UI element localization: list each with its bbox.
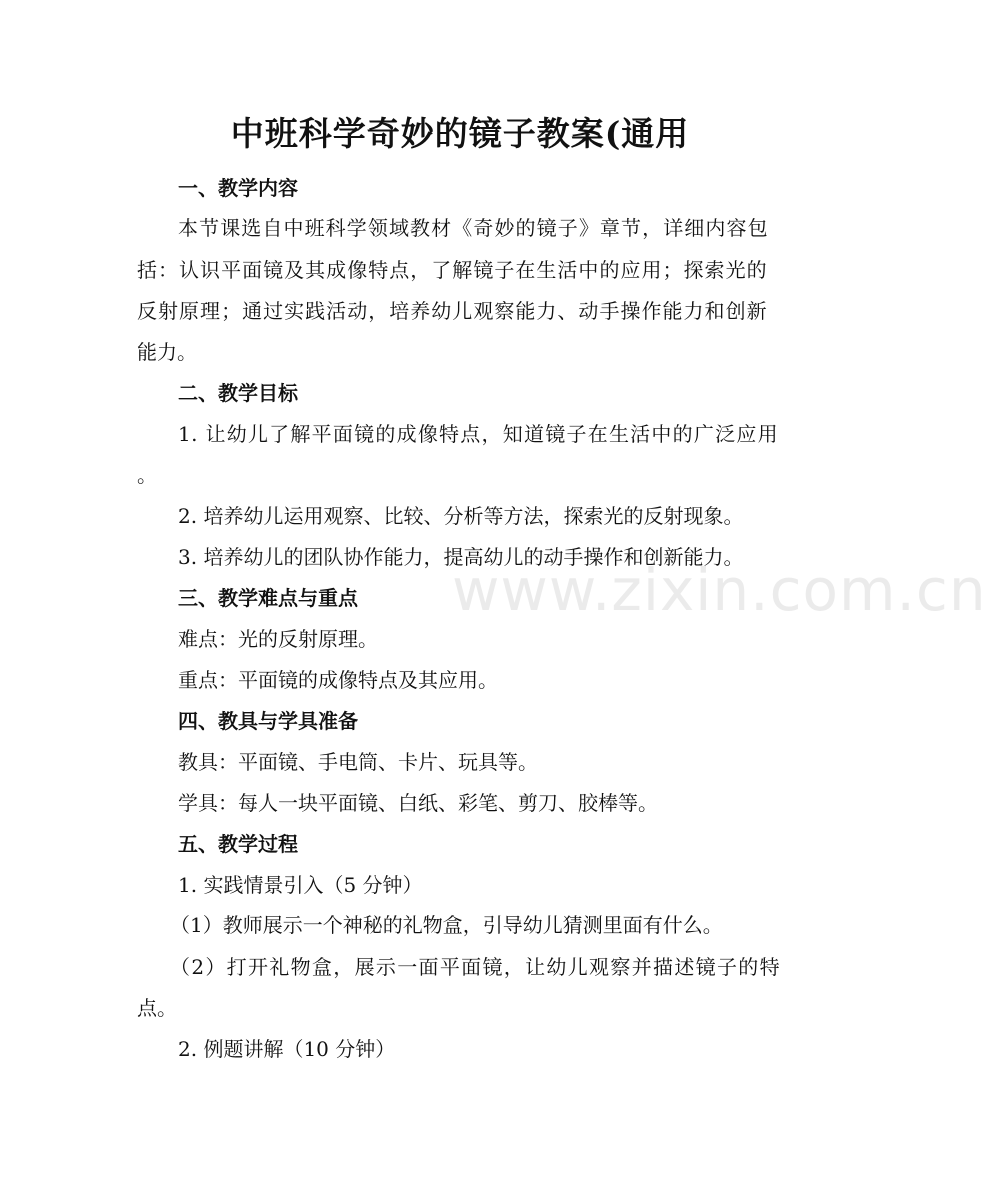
paragraph-line: 本节课选自中班科学领域教材《奇妙的镜子》章节，详细内容包 (178, 216, 768, 240)
watermark: www.zixin.com.cn (452, 556, 987, 624)
process-substep: （2）打开礼物盒，展示一面平面镜，让幼儿观察并描述镜子的特 (170, 955, 780, 979)
section-heading-teaching-content: 一、教学内容 (178, 176, 298, 200)
goal-item: 3. 培养幼儿的团队协作能力，提高幼儿的动手操作和创新能力。 (178, 545, 744, 569)
goal-item-continuation: 。 (137, 463, 157, 487)
student-tools-text: 学具：每人一块平面镜、白纸、彩笔、剪刀、胶棒等。 (178, 791, 658, 815)
section-heading-materials: 四、教具与学具准备 (178, 709, 358, 733)
paragraph-line: 反射原理；通过实践活动，培养幼儿观察能力、动手操作能力和创新 (137, 299, 767, 323)
section-heading-teaching-goals: 二、教学目标 (178, 381, 298, 405)
key-point-text: 重点：平面镜的成像特点及其应用。 (178, 668, 498, 692)
section-heading-difficulties: 三、教学难点与重点 (178, 586, 358, 610)
goal-item: 2. 培养幼儿运用观察、比较、分析等方法，探索光的反射现象。 (178, 504, 744, 528)
process-step: 1. 实践情景引入（5 分钟） (178, 873, 423, 897)
goal-item: 1. 让幼儿了解平面镜的成像特点，知道镜子在生活中的广泛应用 (178, 422, 778, 446)
section-heading-process: 五、教学过程 (178, 832, 298, 856)
difficulty-text: 难点：光的反射原理。 (178, 627, 378, 651)
process-substep: （1）教师展示一个神秘的礼物盒，引导幼儿猜测里面有什么。 (170, 913, 723, 937)
paragraph-line: 能力。 (137, 340, 197, 364)
page-title: 中班科学奇妙的镜子教案(通用 (230, 114, 690, 153)
process-step: 2. 例题讲解（10 分钟） (178, 1037, 396, 1061)
teacher-tools-text: 教具：平面镜、手电筒、卡片、玩具等。 (178, 750, 538, 774)
paragraph-line: 括：认识平面镜及其成像特点，了解镜子在生活中的应用；探索光的 (137, 258, 767, 282)
process-substep-continuation: 点。 (137, 996, 177, 1020)
